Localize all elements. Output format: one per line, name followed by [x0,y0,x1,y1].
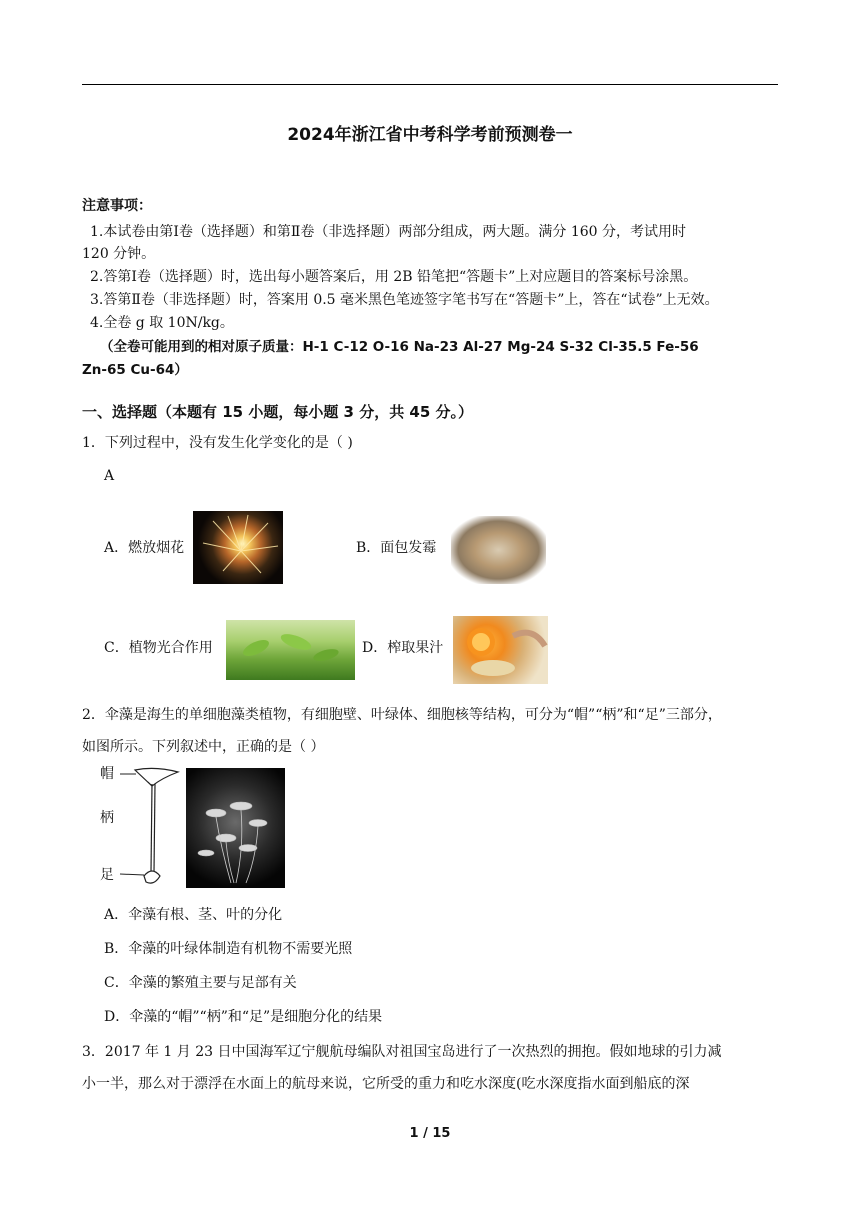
q2-option-c: C．伞藻的繁殖主要与足部有关 [104,975,297,991]
section-heading: 一、选择题（本题有 15 小题，每小题 3 分，共 45 分。） [82,403,474,421]
q2-option-d: D．伞藻的“帽”“柄”和“足”是细胞分化的结果 [104,1009,383,1025]
q2-option-a: A．伞藻有根、茎、叶的分化 [104,907,283,923]
option-b-label: B．面包发霉 [356,540,437,556]
cap-label: 帽 [100,766,114,782]
fireworks-image [193,511,283,584]
stalk-label: 柄 [100,810,114,826]
question-1-stem: 1．下列过程中，没有发生化学变化的是（ ) [82,435,353,451]
page-title: 2024年浙江省中考科学考前预测卷一 [287,125,573,145]
note-item-1-cont: 120 分钟。 [82,246,156,262]
page-number: 1 / 15 [409,1126,451,1141]
atomic-masses-cont: Zn-65 Cu-64） [82,362,188,378]
note-item-1: 1.本试卷由第Ⅰ卷（选择题）和第Ⅱ卷（非选择题）两部分组成，两大题。满分 160 分，考试用时 [90,224,687,240]
q2-option-b: B．伞藻的叶绿体制造有机物不需要光照 [104,941,353,957]
option-d-label: D．榨取果汁 [362,640,444,656]
atomic-masses: （全卷可能用到的相对原子质量：H-1 C-12 O-16 Na-23 Al-27 Mg-24 S-32 Cl-35.5 Fe-56 [100,339,699,355]
question-1-answer-mark: A [104,468,115,484]
question-2-stem-line2: 如图所示。下列叙述中，正确的是（ ） [82,739,325,755]
moldy-bread-image [451,516,546,584]
foot-label: 足 [100,867,114,883]
option-c-label: C．植物光合作用 [104,640,213,656]
juicing-image [453,616,548,684]
algae-diagram [100,764,180,890]
question-3-line2: 小一半，那么对于漂浮在水面上的航母来说，它所受的重力和吃水深度(吃水深度指水面到船底的深 [82,1076,690,1092]
algae-photo [186,768,285,888]
question-2-stem-line1: 2．伞藻是海生的单细胞藻类植物，有细胞壁、叶绿体、细胞核等结构，可分为“帽”“柄”和“足”三部分， [82,707,722,723]
note-item-4: 4.全卷 g 取 10N/kg。 [90,315,234,331]
plant-photosynthesis-image [226,620,355,680]
option-a-label: A．燃放烟花 [104,540,185,556]
question-3-line1: 3．2017 年 1 月 23 日中国海军辽宁舰航母编队对祖国宝岛进行了一次热烈的拥抱。假如地球的引力减 [82,1044,722,1060]
note-item-2: 2.答第Ⅰ卷（选择题）时，选出每小题答案后，用 2B 铅笔把“答题卡”上对应题目的答案标号涂黑。 [90,269,698,285]
header-rule [82,84,778,85]
notes-heading: 注意事项： [82,198,152,214]
note-item-3: 3.答第Ⅱ卷（非选择题）时，答案用 0.5 毫米黑色笔迹签字笔书写在“答题卡”上，答在“试卷”上无效。 [90,292,719,308]
